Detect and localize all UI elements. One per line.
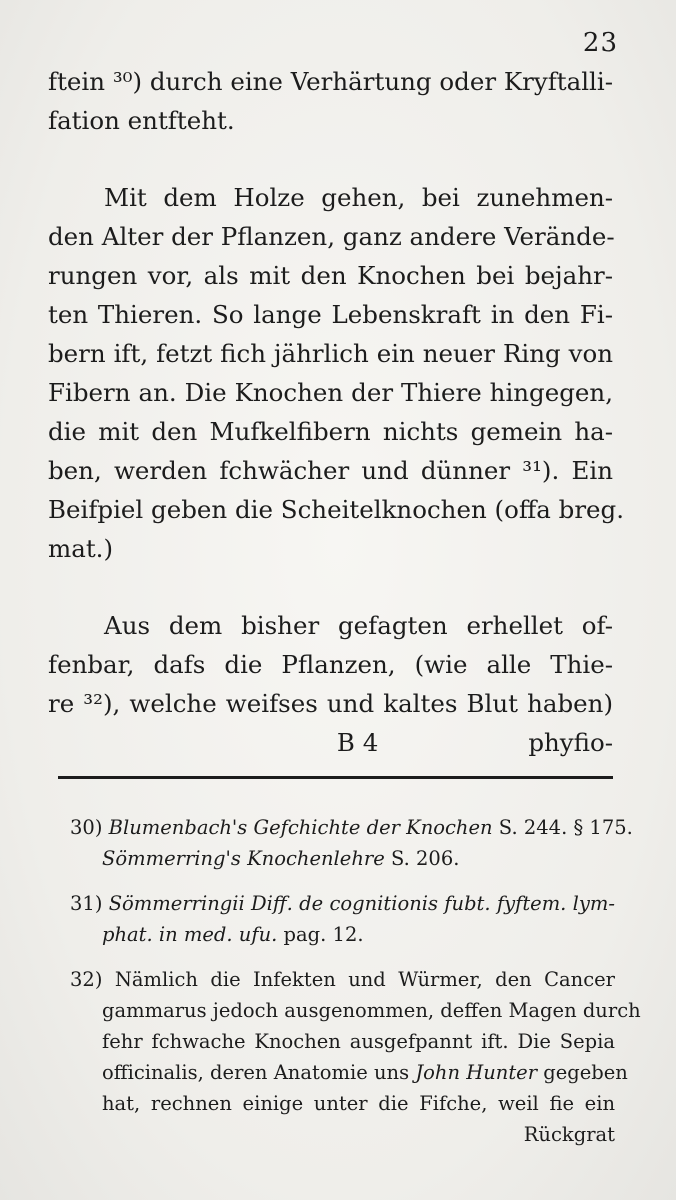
main-text [48, 62, 625, 762]
footnote-citation: Sömmerringii Diff. de cognitionis fubt. fyftem. lym- [108, 892, 615, 915]
footnote-citation: Sömmerring's Knochenlehre [102, 847, 385, 870]
text-line: Aus dem bisher gefagten erhellet of- [104, 611, 613, 640]
text-line: Mit dem Holze gehen, bei zunehmen- [104, 183, 613, 212]
footnote-text: officinalis, deren Anatomie uns [102, 1061, 410, 1084]
footnote-number: 32) [70, 968, 103, 991]
signature-line [48, 723, 613, 762]
footnote-text: gammarus jedoch ausgenommen, deffen Magen durch [102, 999, 641, 1022]
footnote-name: John Hunter [415, 1061, 538, 1084]
text-line: Fibern an. Die Knochen der Thiere hingegen, [48, 378, 613, 407]
footnote-30 [70, 812, 633, 874]
text-line: rungen vor, als mit den Knochen bei bejahr- [48, 261, 613, 290]
footnote-number: 30) [70, 816, 103, 839]
footnote-text: hat, rechnen einige unter die Fifche, weil fie ein [102, 1092, 615, 1115]
paragraph-3 [48, 606, 613, 723]
footnote-text: gegeben [543, 1061, 628, 1084]
footnote-divider [58, 776, 613, 779]
footnote-ref: S. 244. § 175. [498, 816, 633, 839]
footnote-citation: phat. in med. ufu. [102, 923, 278, 946]
text-line: mat.) [48, 534, 114, 563]
signature-mark: B 4 [336, 728, 379, 757]
text-line: Beifpiel geben die Scheitelknochen (offa breg. [48, 495, 625, 524]
footnotes [70, 812, 641, 1164]
footnote-ref: S. 206. [390, 847, 460, 870]
page-number: 23 [582, 28, 618, 58]
footnote-32 [70, 964, 641, 1150]
paragraph-2 [48, 178, 625, 568]
text-line: die mit den Mufkelfibern nichts gemein ha- [48, 417, 613, 446]
text-line: ten Thieren. So lange Lebenskraft in den Fi- [48, 300, 613, 329]
text-line: den Alter der Pflanzen, ganz andere Verände- [48, 222, 615, 251]
footnote-number: 31) [70, 892, 103, 915]
text-line: fation entfteht. [48, 106, 235, 135]
footnote-text: Nämlich die Infekten und Würmer, den Cancer [114, 968, 615, 991]
text-line: bern ift, fetzt fich jährlich ein neuer Ring von [48, 339, 613, 368]
footnote-catchword: Rückgrat [523, 1123, 615, 1146]
footnote-ref: pag. 12. [283, 923, 364, 946]
text-line: re ³²), welche weifses und kaltes Blut haben) [48, 689, 613, 718]
footnote-text: fehr fchwache Knochen ausgefpannt ift. Die Sepia [102, 1030, 615, 1053]
text-line: ftein ³⁰) durch eine Verhärtung oder Kryftalli- [48, 67, 613, 96]
catchword: phyfio- [528, 728, 613, 757]
text-line: ben, werden fchwächer und dünner ³¹). Ein [48, 456, 613, 485]
footnote-citation: Blumenbach's Gefchichte der Knochen [108, 816, 493, 839]
text-line: fenbar, dafs die Pflanzen, (wie alle Thie- [48, 650, 613, 679]
paragraph-1 [48, 62, 613, 140]
footnote-31 [70, 888, 615, 950]
